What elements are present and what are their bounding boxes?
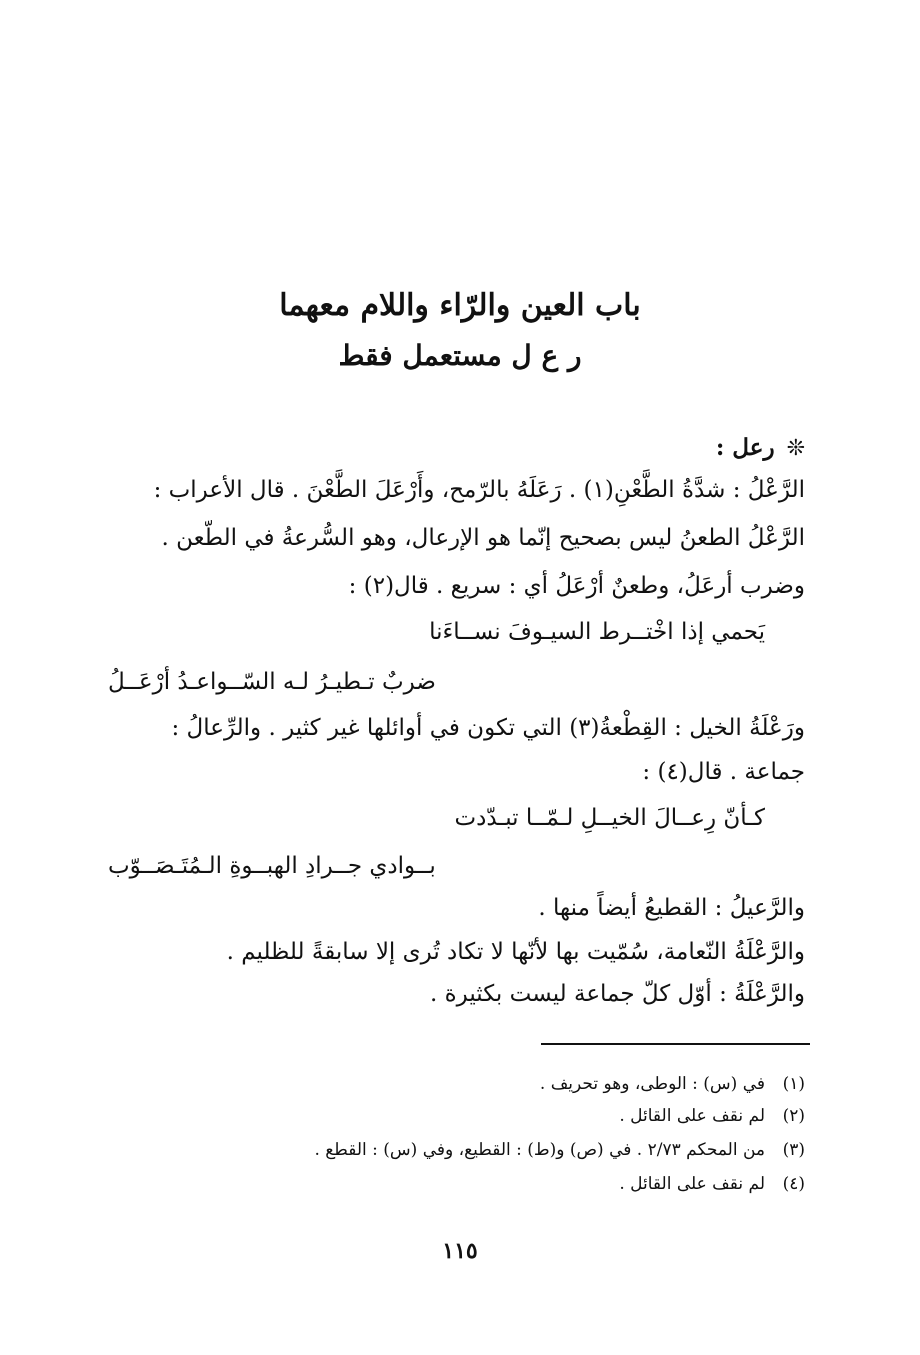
verse-first-hemistich: كـأنّ رِعــالَ الخيــلِ لـمّــا تبـدّدت bbox=[454, 805, 765, 831]
footnote-item bbox=[155, 1102, 805, 1130]
footnote-divider bbox=[541, 1043, 810, 1045]
body-line: وضرب أرعَلُ، وطعنٌ أرْعَلُ أي : سريع . قال(٢) : bbox=[348, 573, 805, 599]
footnote-text: لم نقف على القائل . bbox=[619, 1174, 765, 1194]
verse-first-hemistich: يَحمي إذا اخْتــرط السيـوفَ نســاءَنا bbox=[429, 619, 765, 645]
body-line: الرَّعْلُ : شدَّةُ الطَّعْنِ(١) . رَعَلَهُ بالرّمح، وأَرْعَلَ الطَّعْنَ . قال الأعراب : bbox=[153, 477, 805, 503]
verse-second-hemistich: ضربٌ تـطيـرُ لـه السّــواعـدُ أرْعَــلُ bbox=[108, 669, 436, 695]
chapter-title: باب العين والرّاء واللام معهما bbox=[279, 288, 641, 323]
footnote-number: (٤) bbox=[782, 1174, 805, 1194]
footnote-item bbox=[155, 1136, 805, 1164]
body-line: والرَّعيلُ : القطيعُ أيضاً منها . bbox=[538, 895, 805, 921]
asterisk-icon: ❊ bbox=[786, 436, 805, 461]
body-line: الرَّعْلُ الطعنُ ليس بصحيح إنّما هو الإرعال، وهو السُّرعةُ في الطّعن . bbox=[161, 525, 805, 551]
body-line: جماعة . قال(٤) : bbox=[642, 759, 805, 785]
footnote-text: لم نقف على القائل . bbox=[619, 1106, 765, 1126]
footnote-item bbox=[155, 1070, 805, 1098]
body-line: ورَعْلَةُ الخيل : القِطْعةُ(٣) التي تكون في أوائلها غير كثير . والرِّعالُ : bbox=[171, 715, 805, 741]
body-line: والرَّعْلَةُ : أوّل كلّ جماعة ليست بكثيرة . bbox=[429, 981, 805, 1007]
page-number: ١١٥ bbox=[442, 1238, 478, 1264]
footnote-item bbox=[155, 1170, 805, 1198]
footnote-text: من المحكم ٢/٧٣ . في (ص) و(ط) : القطيع، وفي (س) : القطع . bbox=[314, 1140, 765, 1160]
chapter-subtitle: ر ع ل مستعمل فقط bbox=[338, 339, 582, 372]
entry-heading bbox=[716, 430, 805, 467]
body-line: والرَّعْلَةُ النّعامة، سُمّيت بها لأنّها لا تكاد تُرى إلا سابقةً للظليم . bbox=[226, 939, 805, 965]
verse-second-hemistich: بــوادي جــرادِ الهبــوةِ الـمُتَـصَــوّب bbox=[108, 853, 436, 879]
footnote-text: في (س) : الوطى، وهو تحريف . bbox=[539, 1074, 765, 1094]
footnote-number: (٢) bbox=[782, 1106, 805, 1126]
footnote-number: (٣) bbox=[782, 1140, 805, 1160]
footnote-number: (١) bbox=[782, 1074, 805, 1094]
entry-headword: رعل : bbox=[715, 434, 775, 461]
